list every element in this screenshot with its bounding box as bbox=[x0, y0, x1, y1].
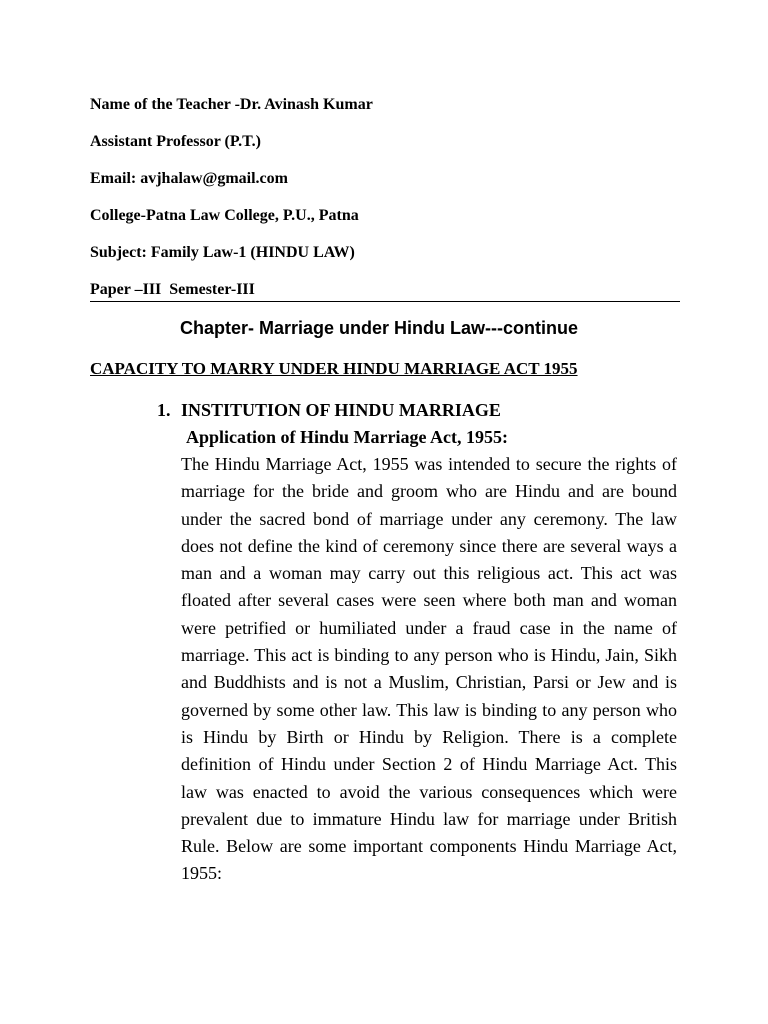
teacher-designation: Assistant Professor (P.T.) bbox=[90, 133, 261, 150]
capacity-heading: CAPACITY TO MARRY UNDER HINDU MARRIAGE ACT 1955 bbox=[90, 359, 578, 378]
paper-semester-line: Paper –III Semester-III bbox=[90, 281, 255, 298]
section-subheading: Application of Hindu Marriage Act, 1955: bbox=[186, 427, 508, 447]
subject-line: Subject: Family Law-1 (HINDU LAW) bbox=[90, 244, 355, 261]
body-paragraph: The Hindu Marriage Act, 1955 was intended to secure the rights of marriage for the bride and groom who are Hindu and are bound under the sacred bond of marriage under any ceremony. The law does not define the kind of ceremony since there are several ways a man and a woman may carry out this religious act. This act was floated after several cases were seen where both man and woman were petrified or humiliated under a fraud case in the name of marriage. This act is binding to any person who is Hindu, Jain, Sikh and Buddhists and is not a Muslim, Christian, Parsi or Jew and is governed by some other law. This law is binding to any person who is Hindu by Birth or Hindu by Religion. There is a complete definition of Hindu under Section 2 of Hindu Marriage Act. This law was enacted to avoid the various consequences which were prevalent due to immature Hindu law for marriage under British Rule. Below are some important components Hindu Marriage Act, 1955: bbox=[181, 454, 677, 884]
chapter-title: Chapter- Marriage under Hindu Law---continue bbox=[180, 318, 579, 338]
teacher-email: Email: avjhalaw@gmail.com bbox=[90, 170, 288, 187]
section-heading bbox=[157, 398, 501, 422]
teacher-name: Name of the Teacher -Dr. Avinash Kumar bbox=[90, 96, 373, 113]
college-name: College-Patna Law College, P.U., Patna bbox=[90, 207, 359, 224]
section-title: INSTITUTION OF HINDU MARRIAGE bbox=[181, 400, 501, 420]
section-number: 1. bbox=[157, 400, 171, 420]
header-divider bbox=[90, 301, 680, 302]
